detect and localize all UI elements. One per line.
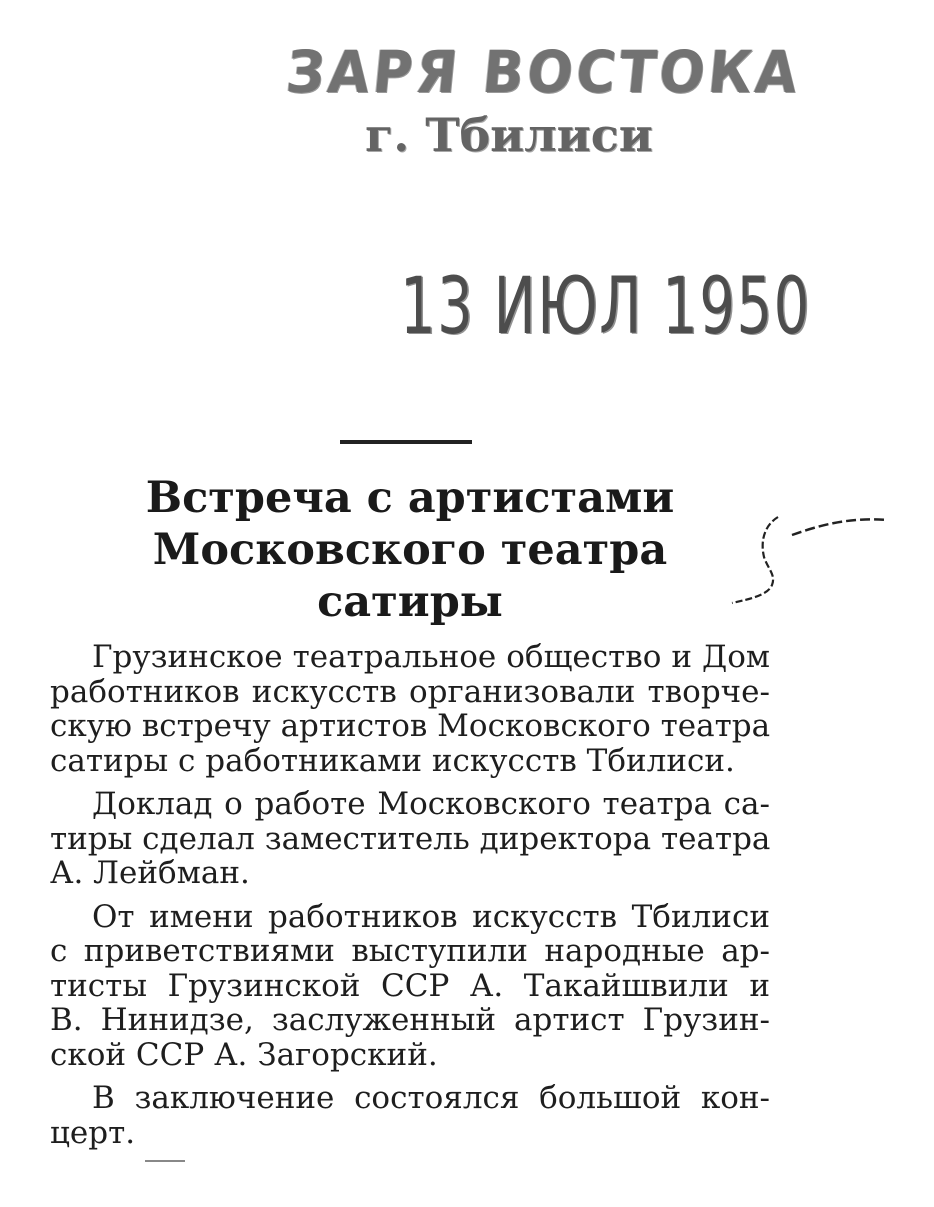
paragraph-4 — [50, 1081, 770, 1150]
paragraph-2 — [50, 787, 770, 891]
text-line: ской ССР А. Загорский. — [50, 1036, 438, 1073]
text-line: с приветствиями выступили народные ар- — [50, 933, 770, 969]
text-line: скую встречу артистов Московского театра — [50, 708, 771, 744]
text-line: В. Нинидзе, заслуженный артист Грузин- — [50, 1002, 770, 1038]
article-headline — [120, 472, 700, 628]
print-speck — [145, 1160, 185, 1162]
paragraph-3 — [50, 900, 770, 1073]
headline-line-3: сатиры — [317, 577, 503, 627]
date-stamp: 13 ИЮЛ 1950 — [400, 262, 811, 352]
handwritten-mark-text: 5 — [760, 565, 761, 566]
headline-line-1: Встреча с артистами — [145, 473, 675, 523]
newspaper-stamp-city: г. Тбилиси — [365, 108, 653, 162]
text-line: работников искусств организовали творче- — [50, 673, 770, 710]
text-line: тисты Грузинской ССР А. Такайшвили и — [50, 967, 770, 1004]
text-line: А. Лейбман. — [50, 855, 250, 891]
paragraph-1 — [50, 640, 770, 778]
text-line: церт. — [50, 1114, 136, 1151]
headline-divider — [340, 440, 472, 444]
headline-line-2: Московского театра — [152, 525, 668, 575]
text-line: В заключение состоялся большой кон- — [92, 1080, 770, 1116]
handwritten-mark-icon — [720, 495, 900, 615]
text-line: тиры сделал заместитель директора театра — [50, 820, 771, 857]
text-line: Грузинское театральное общество и Дом — [92, 639, 770, 675]
newspaper-stamp-title: ЗАРЯ ВОСТОКА — [283, 38, 805, 106]
text-line: Доклад о работе Московского театра са- — [92, 786, 770, 822]
text-line: От имени работников искусств Тбилиси — [92, 898, 770, 935]
article-body — [50, 640, 770, 1159]
text-line: сатиры с работниками искусств Тбилиси. — [50, 742, 735, 779]
